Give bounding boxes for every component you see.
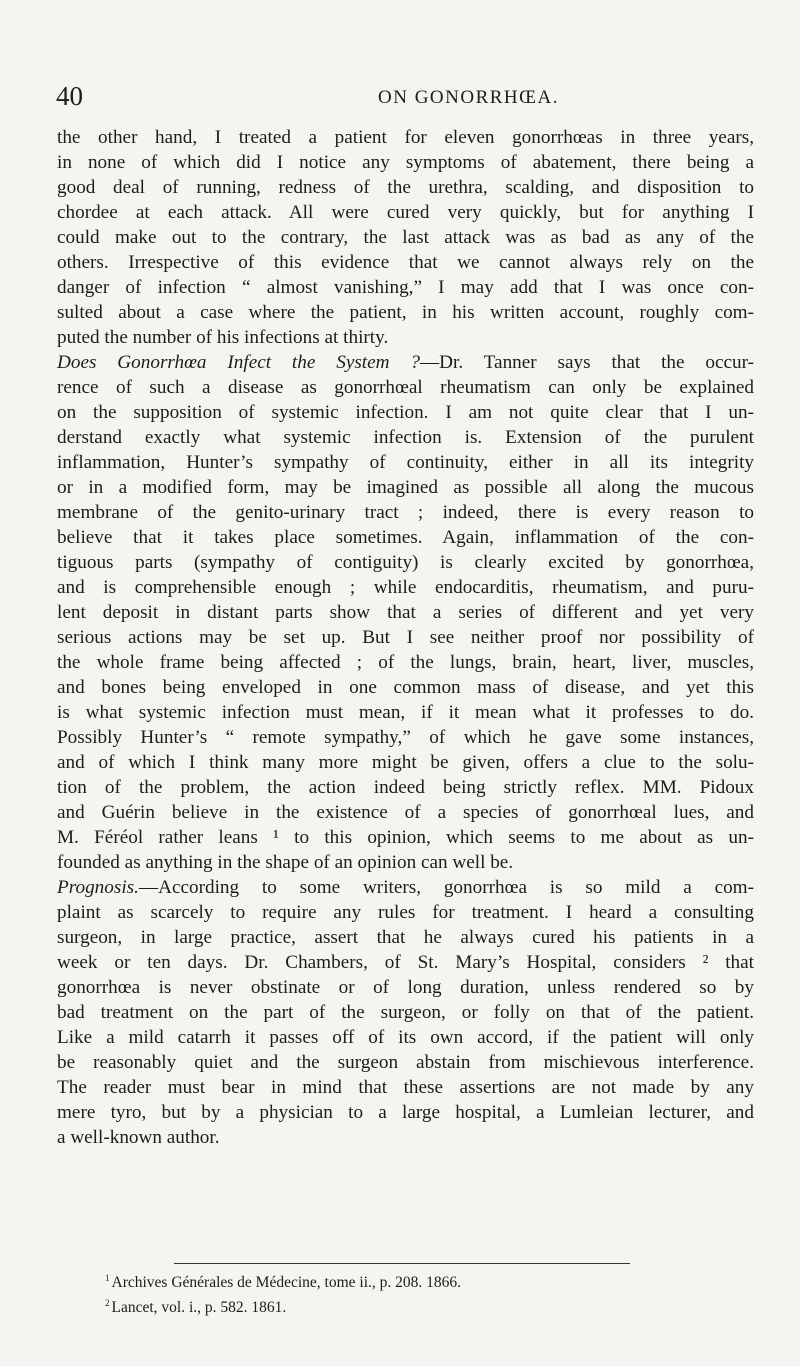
text-line xyxy=(57,350,754,375)
text-line: plaint as scarcely to require any rules for treatment. I heard a consulting xyxy=(57,902,754,923)
text-line: danger of infection “ almost vanishing,” I may add that I was once con- xyxy=(57,277,754,298)
text-line: puted the number of his infections at thirty. xyxy=(57,327,389,348)
footnote-text: Lancet, vol. i., p. 582. 1861. xyxy=(111,1299,287,1316)
text-line: tiguous parts (sympathy of contiguity) is clearly excited by gonorrhœa, xyxy=(57,552,754,573)
footnote-text: Archives Générales de Médecine, tome ii., p. 208. 1866. xyxy=(111,1274,462,1291)
text-line: could make out to the contrary, the last attack was as bad as any of the xyxy=(57,227,754,248)
text-line: the whole frame being affected ; of the lungs, brain, heart, liver, muscles, xyxy=(57,652,754,673)
text-line xyxy=(57,875,754,900)
text-line: or in a modified form, may be imagined as possible all along the mucous xyxy=(57,477,754,498)
text-line: and of which I think many more might be given, offers a clue to the solu- xyxy=(57,752,754,773)
footnote-1 xyxy=(105,1268,705,1293)
text-line: mere tyro, but by a physician to a large hospital, a Lumleian lecturer, and xyxy=(57,1102,754,1123)
text-line: The reader must bear in mind that these assertions are not made by any xyxy=(57,1077,754,1098)
footnote-mark: 2 xyxy=(105,1298,110,1308)
running-head: ON GONORRHŒA. xyxy=(378,87,560,108)
text-line-rest: —According to some writers, gonorrhœa is so mild a com- xyxy=(138,877,754,898)
text-line: others. Irrespective of this evidence that we cannot always rely on the xyxy=(57,252,754,273)
footnote-mark: 1 xyxy=(105,1273,110,1283)
text-line: tion of the problem, the action indeed being strictly reflex. MM. Pidoux xyxy=(57,777,754,798)
text-line: gonorrhœa is never obstinate or of long duration, unless rendered so by xyxy=(57,977,754,998)
text-line: M. Féréol rather leans ¹ to this opinion, which seems to me about as un- xyxy=(57,827,754,848)
text-line: the other hand, I treated a patient for eleven gonorrhœas in three years, xyxy=(57,127,754,148)
text-line: surgeon, in large practice, assert that he always cured his patients in a xyxy=(57,927,754,948)
text-line: in none of which did I notice any symptoms of abatement, there being a xyxy=(57,152,754,173)
footnote-rule xyxy=(174,1263,630,1264)
text-line: serious actions may be set up. But I see neither proof nor possibility of xyxy=(57,627,754,648)
text-line: believe that it takes place sometimes. Again, inflammation of the con- xyxy=(57,527,754,548)
text-line: sulted about a case where the patient, in his written account, roughly com- xyxy=(57,302,754,323)
text-line: good deal of running, redness of the urethra, scalding, and disposition to xyxy=(57,177,754,198)
page-number: 40 xyxy=(56,81,83,111)
text-line: chordee at each attack. All were cured very quickly, but for anything I xyxy=(57,202,754,223)
footnotes xyxy=(105,1268,705,1318)
text-line: on the supposition of systemic infection. I am not quite clear that I un- xyxy=(57,402,754,423)
text-line: week or ten days. Dr. Chambers, of St. Mary’s Hospital, considers ² that xyxy=(57,952,754,973)
text-line: and Guérin believe in the existence of a species of gonorrhœal lues, and xyxy=(57,802,754,823)
text-line: inflammation, Hunter’s sympathy of continuity, either in all its integrity xyxy=(57,452,754,473)
italic-heading: Does Gonorrhœa Infect the System ? xyxy=(57,352,420,373)
text-line: be reasonably quiet and the surgeon abstain from mischievous interference. xyxy=(57,1052,754,1073)
text-line-rest: —Dr. Tanner says that the occur- xyxy=(419,352,755,373)
text-line: Like a mild catarrh it passes off of its own accord, if the patient will only xyxy=(57,1027,754,1048)
text-line: and is comprehensible enough ; while endocarditis, rheumatism, and puru- xyxy=(57,577,754,598)
text-line: derstand exactly what systemic infection is. Extension of the purulent xyxy=(57,427,754,448)
text-line: is what systemic infection must mean, if it mean what it professes to do. xyxy=(57,702,754,723)
footnote-2 xyxy=(105,1293,705,1318)
page-header xyxy=(56,80,756,112)
text-line: bad treatment on the part of the surgeon, or folly on that of the patient. xyxy=(57,1002,754,1023)
text-line: founded as anything in the shape of an opinion can well be. xyxy=(57,852,514,873)
text-line: a well-known author. xyxy=(57,1127,220,1148)
body-text xyxy=(57,125,754,1150)
text-line: lent deposit in distant parts show that a series of different and yet very xyxy=(57,602,754,623)
italic-heading: Prognosis. xyxy=(57,877,139,898)
text-line: and bones being enveloped in one common mass of disease, and yet this xyxy=(57,677,754,698)
text-line: membrane of the genito-urinary tract ; indeed, there is every reason to xyxy=(57,502,754,523)
text-line: Possibly Hunter’s “ remote sympathy,” of which he gave some instances, xyxy=(57,727,754,748)
text-line: rence of such a disease as gonorrhœal rheumatism can only be explained xyxy=(57,377,754,398)
